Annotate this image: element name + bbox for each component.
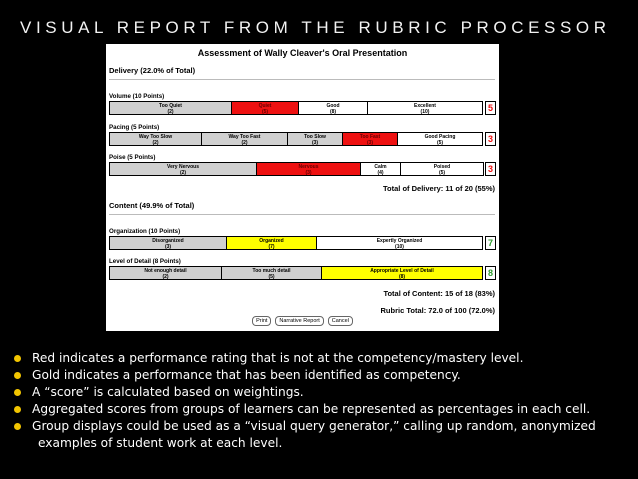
divider — [109, 79, 495, 80]
level-cell[interactable] — [231, 101, 299, 115]
rubric-report-panel — [106, 44, 499, 331]
level-cell[interactable] — [360, 162, 401, 176]
criterion-pacing-row — [109, 132, 483, 146]
level-cell[interactable] — [400, 162, 484, 176]
criterion-score: 7 — [485, 236, 496, 250]
level-cell[interactable] — [367, 101, 483, 115]
level-label: Way Too Fast — [228, 134, 261, 140]
level-cell[interactable] — [342, 132, 398, 146]
criterion-detail-label: Level of Detail (8 Points) — [109, 258, 181, 265]
level-points: (5) — [438, 170, 446, 176]
level-cell[interactable] — [321, 266, 483, 280]
level-label: Not enough detail — [144, 268, 187, 274]
narrative-report-button[interactable]: Narrative Report — [275, 316, 323, 326]
level-points: (4) — [377, 170, 384, 176]
bullet-dot-icon — [14, 389, 21, 396]
bullet-text-continuation: examples of student work at each level. — [38, 436, 283, 450]
level-points: (2) — [241, 140, 248, 146]
level-points: (2) — [162, 274, 169, 280]
bullet-item — [14, 350, 634, 367]
level-label: Good Pacing — [424, 134, 456, 140]
level-label: Disorganized — [152, 238, 184, 244]
section-heading-delivery: Delivery (22.0% of Total) — [109, 66, 196, 75]
bullet-dot-icon — [14, 406, 21, 413]
level-label: Quiet — [258, 103, 272, 109]
bullet-text: A “score” is calculated based on weightings. — [32, 385, 304, 399]
level-label: Too Slow — [304, 134, 326, 140]
divider — [109, 214, 495, 215]
criterion-score: 3 — [485, 162, 496, 176]
level-points: (2) — [167, 109, 174, 115]
level-cell[interactable] — [221, 266, 322, 280]
bullet-text: Gold indicates a performance that has been identified as competency. — [32, 368, 461, 382]
level-label: Too Quiet — [159, 103, 182, 109]
level-label: Too Fast — [359, 134, 381, 140]
bullet-dot-icon — [14, 355, 21, 362]
level-label: Very Nervous — [167, 164, 199, 170]
level-label: Expertly Organized — [376, 238, 423, 244]
level-label: Poised — [433, 164, 451, 170]
bullet-item — [14, 418, 634, 452]
level-points: (2) — [179, 170, 187, 176]
level-cell[interactable] — [226, 236, 317, 250]
level-label: Organized — [259, 238, 284, 244]
level-points: (8) — [398, 274, 406, 280]
level-points: (7) — [268, 244, 275, 250]
bullet-item — [14, 384, 634, 401]
level-points: (3) — [164, 244, 172, 250]
slide-title: VISUAL REPORT FROM THE RUBRIC PROCESSOR — [20, 18, 611, 37]
level-points: (10) — [395, 244, 404, 250]
level-points: (3) — [366, 140, 374, 146]
level-label: Good — [326, 103, 340, 109]
section-total-content: Total of Content: 15 of 18 (83%) — [383, 289, 495, 298]
level-cell[interactable] — [109, 132, 202, 146]
criterion-organization-row — [109, 236, 483, 250]
level-points: (10) — [420, 109, 430, 115]
level-label: Excellent — [414, 103, 436, 109]
level-cell[interactable] — [397, 132, 483, 146]
level-label: Calm — [374, 164, 387, 170]
level-points: (3) — [311, 140, 319, 146]
criterion-volume-label: Volume (10 Points) — [109, 93, 165, 100]
level-cell[interactable] — [298, 101, 368, 115]
bullet-dot-icon — [14, 372, 21, 379]
criterion-volume-row — [109, 101, 483, 115]
bullet-item — [14, 367, 634, 384]
section-heading-content: Content (49.9% of Total) — [109, 201, 195, 210]
criterion-detail-row — [109, 266, 483, 280]
level-cell[interactable] — [109, 236, 227, 250]
level-cell[interactable] — [316, 236, 483, 250]
print-button[interactable]: Print — [252, 316, 271, 326]
level-label: Way Too Slow — [138, 134, 173, 140]
level-points: (3) — [305, 170, 312, 176]
level-cell[interactable] — [256, 162, 361, 176]
level-cell[interactable] — [201, 132, 288, 146]
criterion-poise-label: Poise (5 Points) — [109, 154, 156, 161]
bullet-list — [14, 350, 634, 452]
report-title: Assessment of Wally Cleaver's Oral Presentation — [197, 48, 408, 58]
criterion-poise-row — [109, 162, 483, 176]
level-points: (5) — [436, 140, 444, 146]
level-cell[interactable] — [109, 162, 257, 176]
bullet-text: Aggregated scores from groups of learners can be represented as percentages in each cell. — [32, 402, 591, 416]
level-points: (2) — [152, 140, 159, 146]
level-label: Too much detail — [252, 268, 291, 274]
report-button-bar — [106, 316, 499, 326]
criterion-score: 5 — [485, 101, 496, 115]
cancel-button[interactable]: Cancel — [328, 316, 353, 326]
criterion-pacing-label: Pacing (5 Points) — [109, 124, 160, 131]
level-label: Appropriate Level of Detail — [370, 268, 434, 274]
criterion-organization-label: Organization (10 Points) — [109, 228, 181, 235]
level-points: (5) — [268, 274, 275, 280]
level-label: Nervous — [298, 164, 319, 170]
level-points: (5) — [261, 109, 269, 115]
criterion-score: 8 — [485, 266, 496, 280]
level-cell[interactable] — [287, 132, 343, 146]
bullet-item — [14, 401, 634, 418]
rubric-total: Rubric Total: 72.0 of 100 (72.0%) — [380, 306, 495, 315]
criterion-score: 3 — [485, 132, 496, 146]
level-cell[interactable] — [109, 266, 222, 280]
level-cell[interactable] — [109, 101, 232, 115]
bullet-text: Red indicates a performance rating that is not at the competency/mastery level. — [32, 351, 524, 365]
bullet-text: Group displays could be used as a “visual query generator,” calling up random, anonymized — [32, 419, 596, 433]
section-total-delivery: Total of Delivery: 11 of 20 (55%) — [383, 184, 495, 193]
bullet-dot-icon — [14, 423, 21, 430]
level-points: (8) — [329, 109, 337, 115]
